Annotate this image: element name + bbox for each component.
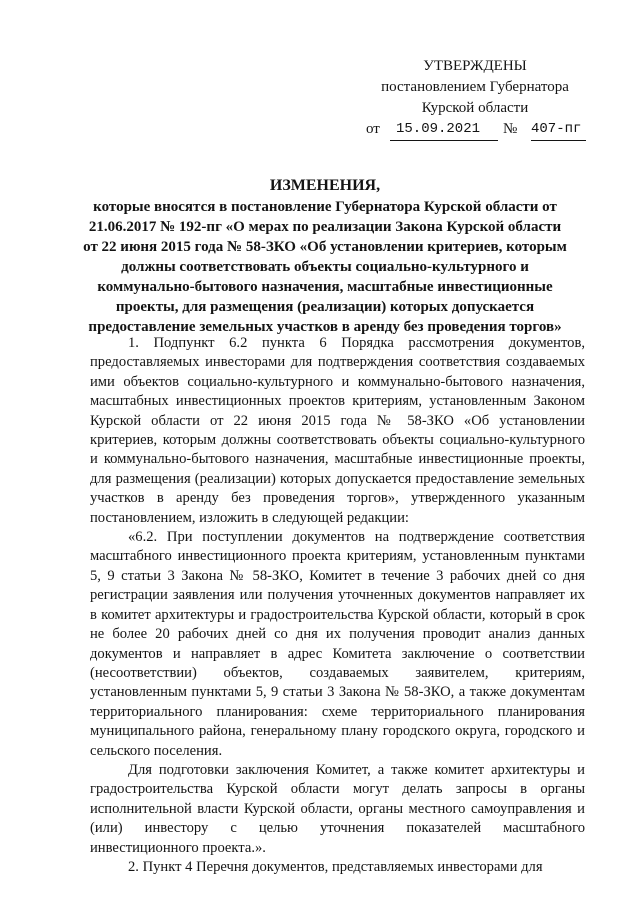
date-prefix: от bbox=[366, 121, 380, 137]
paragraph-4: 2. Пункт 4 Перечня документов, представляемых инвесторами для bbox=[128, 858, 543, 875]
approval-date-line bbox=[360, 119, 600, 141]
number-sign: № bbox=[503, 121, 518, 137]
approval-issuer: постановлением Губернатора bbox=[381, 79, 569, 95]
heading-subtitle: которые вносятся в постановление Губернатора Курской области от 21.06.2017 № 192-пг «О мерах по реализации Закона Курской области от 22 июня 2015 года № 58-ЗКО «Об установлении критериев, которым должны соответствовать объекты социально-культурного и коммунально-бытового назначения, масштабные инвестиционные проекты, для размещения (реализации) которых допускается предоставление земельных участков в аренду без проведения торгов» bbox=[83, 199, 567, 335]
approval-date: 15.09.2021 bbox=[390, 119, 498, 141]
approval-title: УТВЕРЖДЕНЫ bbox=[423, 58, 527, 74]
heading-title: ИЗМЕНЕНИЯ, bbox=[269, 177, 381, 194]
approval-region: Курской области bbox=[421, 100, 529, 116]
document-heading bbox=[80, 176, 570, 337]
paragraph-3: Для подготовки заключения Комитет, а также комитет архитектуры и градостроительства Курской области могут делать запросы в органы исполнительной власти Курской области, органы местного самоуправления и (или) инвестору с целью уточнения показателей масштабного инвестиционного проекта.». bbox=[90, 761, 585, 856]
document-body bbox=[90, 334, 585, 877]
approval-stamp bbox=[360, 56, 590, 137]
paragraph-1: 1. Подпункт 6.2 пункта 6 Порядка рассмотрения документов, предоставляемых инвесторами для подтверждения соответствия создаваемых ими объектов социально-культурного и коммунально-бытового назначения, масштабных инвестиционных проектов критериям, установленным Законом Курской области от 22 июня 2015 года № 58-ЗКО «Об установлении критериев, которым должны соответствовать объекты социально-культурного и коммунально-бытового назначения, масштабные инвестиционные проекты, для размещения (реализации) которых допускается предоставление земельных участков в аренду без проведения торгов», утвержденного указанным постановлением, изложить в следующей редакции: bbox=[90, 335, 585, 526]
approval-number: 407-пг bbox=[531, 119, 586, 141]
paragraph-2: «6.2. При поступлении документов на подтверждение соответствия масштабного инвестиционного проекта критериям, установленным пунктами 5, 9 статьи 3 Закона № 58-ЗКО, Комитет в течение 3 рабочих дней со дня регистрации заявления или получения уточненных документов направляет их в комитет архитектуры и градостроительства Курской области, который в срок не более 20 рабочих дней со дня их получения проводит анализ данных документов и направляет в адрес Комитета заключение о соответствии (несоответствии) объектов, создаваемых заявителем, критериям, установленным пунктами 5, 9 статьи 3 Закона № 58-ЗКО, а также документам территориального планирования: схеме территориального планирования муниципального района, генеральному плану городского округа, городского и сельского поселения. bbox=[90, 529, 585, 759]
